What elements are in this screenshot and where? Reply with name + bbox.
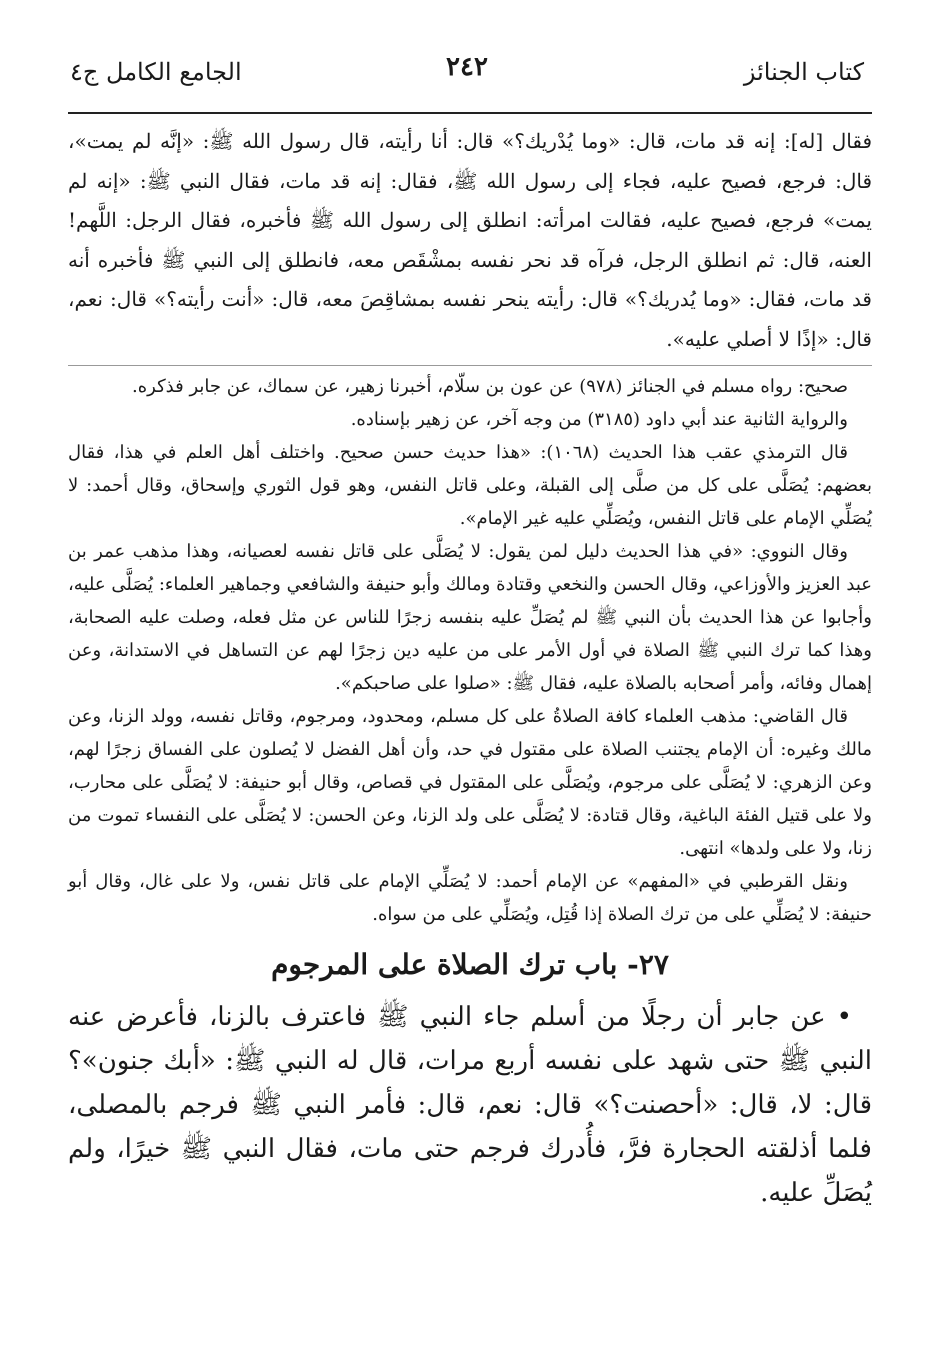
chapter-title: ٢٧- باب ترك الصلاة على المرجوم (271, 948, 669, 981)
qadi-comment: قال القاضي: مذهب العلماء كافة الصلاةُ على كل مسلم، ومحدود، ومرجوم، وقاتل نفسه، وولد الزنا، وعن مالك وغيره: أن الإمام يجتنب الصلاة على مقتول في حد، وأن أهل الفضل لا يُصلون على الفساق زجرًا لهم، وعن الزهري: لا يُصَلَّى على مرجوم، ويُصَلَّى على المقتول في قصاص، وقال أبو حنيفة: لا يُصَلَّى على محارب، ولا على قتيل الفئة الباغية، وقال قتادة: لا يُصَلَّى على ولد الزنا، وعن الحسن: لا يُصَلَّى على النفساء تموت من زنا، ولا على ولدها» انتهى. (68, 706, 872, 859)
book-title: كتاب الجنائز (743, 58, 864, 86)
tirmidhi-comment: قال الترمذي عقب هذا الحديث (١٠٦٨): «هذا حديث حسن صحيح. واختلف أهل العلم في هذا، فقال بعضهم: يُصَلَّى على كل من صلَّى إلى القبلة، وعلى قاتل النفس، وهو قول الثوري وإسحاق، وقال أحمد: لا يُصَلِّي الإمام على قاتل النفس، ويُصَلِّي عليه غير الإمام». (68, 442, 873, 529)
takhrij-note: صحيح: رواه مسلم في الجنائز (٩٧٨) عن عون بن سلّام، أخبرنا زهير، عن سماك، عن جابر فذكره. (132, 376, 848, 397)
running-header (70, 52, 864, 92)
takhrij-note-2: والرواية الثانية عند أبي داود (٣١٨٥) من وجه آخر، عن زهير بإسناده. (350, 409, 848, 430)
volume-title: الجامع الكامل ج٤ (70, 58, 242, 86)
chapter-hadith: • عن جابر أن رجلًا من أسلم جاء النبي ﷺ فاعترف بالزنا، فأعرض عنه النبي ﷺ حتى شهد على نفسه أربع مرات، قال له النبي ﷺ: «أبك جنون»؟ قال: لا، قال: «أحصنت؟» قال: نعم، قال: فأمر النبي ﷺ فرجم بالمصلى، فلما أذلقته الحجارة فرَّ، فأُدرك فرجم حتى مات، فقال النبي ﷺ خيرًا، ولم يُصَلِّ عليه. (68, 1002, 872, 1208)
header-rule (68, 112, 872, 114)
notes-separator (68, 365, 872, 366)
hadith-continuation: فقال [له]: إنه قد مات، قال: «وما يُدْريك؟» قال: أنا رأيته، قال رسول الله ﷺ: «إنَّه لم يمت»، قال: فرجع، فصيح عليه، فجاء إلى رسول الله ﷺ، فقال: إنه قد مات، فقال النبي ﷺ: «إنه لم يمت» فرجع، فصيح عليه، فقالت امرأته: انطلق إلى رسول الله ﷺ فأخبره، فقال الرجل: اللَّهم! العنه، قال: ثم انطلق الرجل، فرآه قد نحر نفسه بمشْقَص معه، فانطلق إلى النبي ﷺ فأخبره أنه قد مات، فقال: «وما يُدريك؟» قال: رأيته ينحر نفسه بمشاقِصَ معه، قال: «أنت رأيته؟» قال: نعم، قال: «إذًا لا أصلي عليه». (68, 129, 872, 351)
page-number: ٢٤٢ (446, 52, 488, 82)
page-body (68, 122, 872, 1215)
nawawi-comment: وقال النووي: «في هذا الحديث دليل لمن يقول: لا يُصَلَّى على قاتل نفسه لعصيانه، وهذا مذهب عمر بن عبد العزيز والأوزاعي، وقال الحسن والنخعي وقتادة ومالك وأبو حنيفة والشافعي وجماهير العلماء: يُصَلَّى عليه، وأجابوا عن هذا الحديث بأن النبي ﷺ لم يُصَلِّ عليه بنفسه زجرًا للناس عن مثل فعله، وصلت عليه الصحابة، وهذا كما ترك النبي ﷺ الصلاة في أول الأمر على من عليه دين زجرًا لهم عن التساهل في الاستدانة، وعن إهمال وفائه، وأمر أصحابه بالصلاة عليه، فقال ﷺ: «صلوا على صاحبكم». (68, 541, 872, 694)
qurtubi-comment: ونقل القرطبي في «المفهم» عن الإمام أحمد: لا يُصَلِّي الإمام على قاتل نفس، ولا على غال، وقال أبو حنيفة: لا يُصَلِّي على من ترك الصلاة إذا قُتِل، ويُصَلِّي على من سواه. (68, 871, 872, 925)
